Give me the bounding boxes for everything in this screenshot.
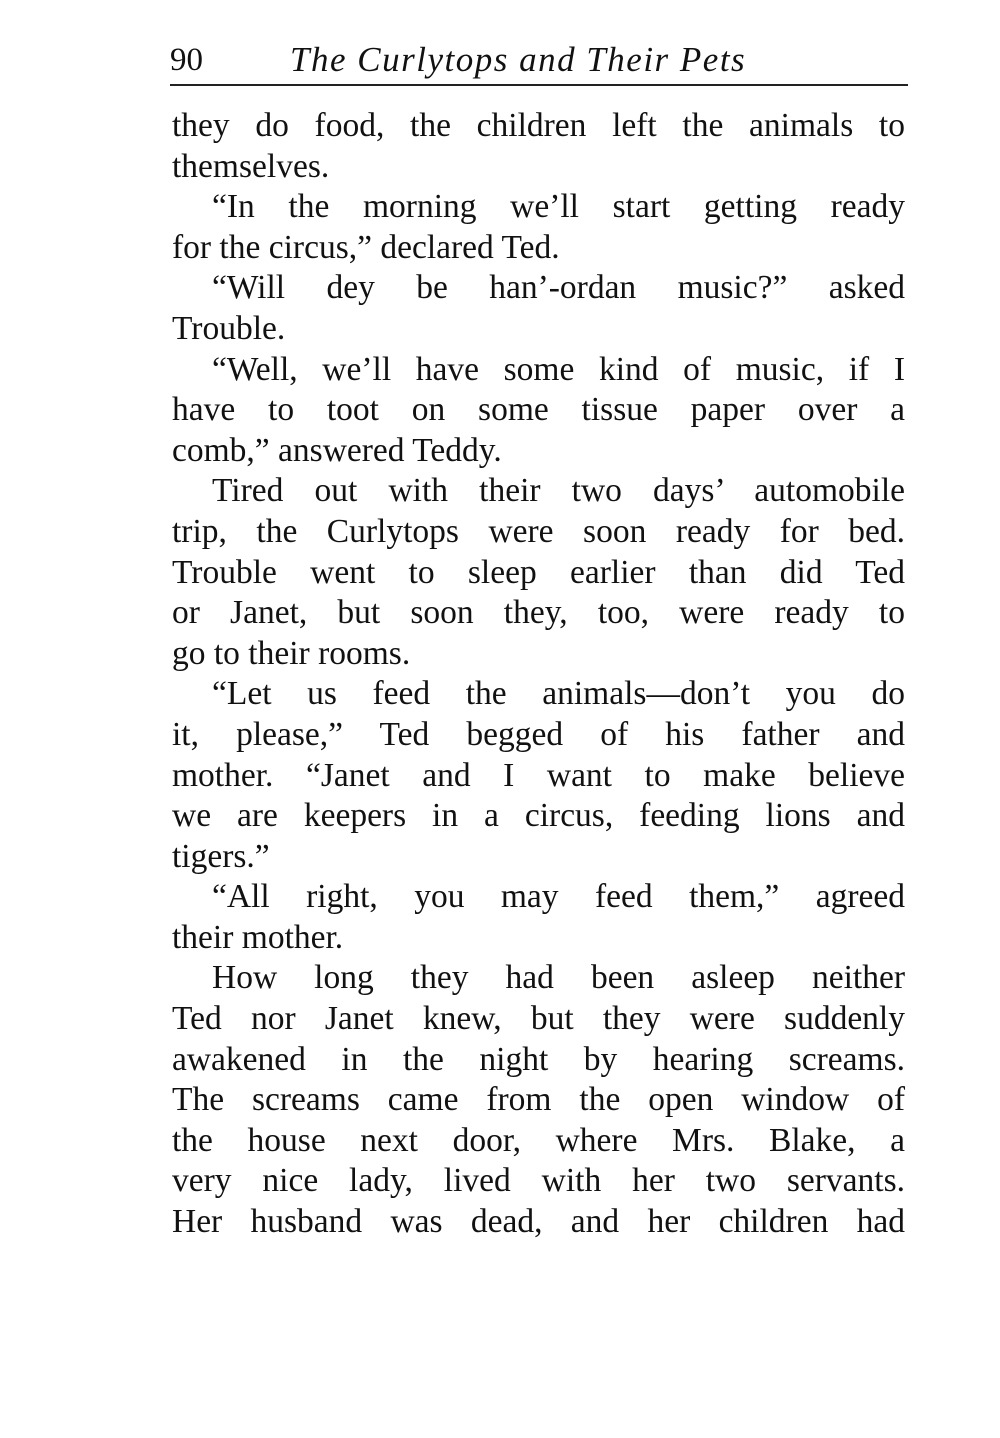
text-line: or Janet, but soon they, too, were ready to — [172, 594, 905, 632]
text-line: they do food, the children left the animals to — [172, 107, 905, 144]
text-line: Ted nor Janet knew, but they were suddenly — [172, 1000, 905, 1038]
text-line: “In the morning we’ll start getting ready — [212, 188, 905, 226]
text-line: comb,” answered Teddy. — [172, 431, 502, 469]
text-line: tigers.” — [172, 837, 270, 875]
text-line: very nice lady, lived with her two servants. — [172, 1162, 905, 1200]
page-body — [172, 106, 905, 1243]
text-line: their mother. — [172, 918, 344, 956]
text-line: “Well, we’ll have some kind of music, if I — [212, 350, 905, 388]
text-line: awakened in the night by hearing screams. — [172, 1040, 905, 1078]
running-header — [170, 38, 906, 84]
text-line: “Will dey be han’-ordan music?” asked — [212, 269, 905, 307]
text-line: the house next door, where Mrs. Blake, a — [172, 1121, 905, 1159]
text-line: Tired out with their two days’ automobile — [212, 472, 905, 510]
running-title: The Curlytops and Their Pets — [290, 40, 747, 79]
header-rule — [170, 84, 908, 86]
text-line: Trouble went to sleep earlier than did Ted — [172, 553, 905, 591]
text-line: How long they had been asleep neither — [212, 959, 905, 997]
text-line: Her husband was dead, and her children had — [172, 1203, 905, 1241]
text-line: it, please,” Ted begged of his father and — [172, 715, 905, 753]
text-line: themselves. — [172, 147, 330, 185]
text-line: Trouble. — [172, 309, 286, 347]
text-line: have to toot on some tissue paper over a — [172, 391, 905, 429]
text-line: for the circus,” declared Ted. — [172, 228, 560, 266]
page-number: 90 — [170, 42, 203, 78]
text-line: “All right, you may feed them,” agreed — [212, 878, 905, 916]
text-line: we are keepers in a circus, feeding lions and — [172, 797, 905, 835]
text-line: The screams came from the open window of — [172, 1081, 905, 1119]
text-line: mother. “Janet and I want to make believe — [172, 756, 905, 794]
text-line: “Let us feed the animals—don’t you do — [212, 675, 905, 713]
text-line: go to their rooms. — [172, 634, 411, 672]
text-line: trip, the Curlytops were soon ready for bed. — [172, 512, 905, 550]
